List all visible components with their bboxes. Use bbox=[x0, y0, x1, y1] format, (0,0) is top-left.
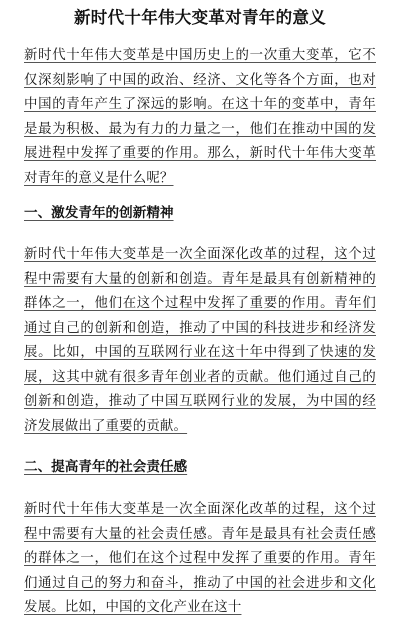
intro-paragraph: 新时代十年伟大变革是中国历史上的一次重大变革，它不仅深刻影响了中国的政治、经济、文化等各个方面，也对中国的青年产生了深远的影响。在这十年的变革中，青年是最为积极、最为有力的力量之一，他们在推动中国的发展进程中发挥了重要的作用。那么，新时代十年伟大变革对青年的意义是什么呢？ bbox=[24, 48, 376, 186]
section-heading-responsibility: 二、提高青年的社会责任感 bbox=[24, 459, 188, 475]
document-title: 新时代十年伟大变革对青年的意义 bbox=[74, 8, 326, 27]
section-body-responsibility: 新时代十年伟大变革是一次全面深化改革的过程，这个过程中需要有大量的社会责任感。青年是最具有社会责任感的群体之一，他们在这个过程中发挥了重要的作用。青年们通过自己的努力和奋斗，推动了中国的社会进步和文化发展。比如，中国的文化产业在这十 bbox=[24, 502, 376, 615]
section-heading-innovation: 一、激发青年的创新精神 bbox=[24, 205, 174, 221]
section-body-innovation: 新时代十年伟大变革是一次全面深化改革的过程，这个过程中需要有大量的创新和创造。青年是最具有创新精神的群体之一，他们在这个过程中发挥了重要的作用。青年们通过自己的创新和创造，推动了中国的科技进步和经济发展。比如，中国的互联网行业在这十年中得到了快速的发展，这其中就有很多青年创业者的贡献。他们通过自己的创新和创造，推动了中国互联网行业的发展，为中国的经济发展做出了重要的贡献。 bbox=[24, 247, 376, 434]
